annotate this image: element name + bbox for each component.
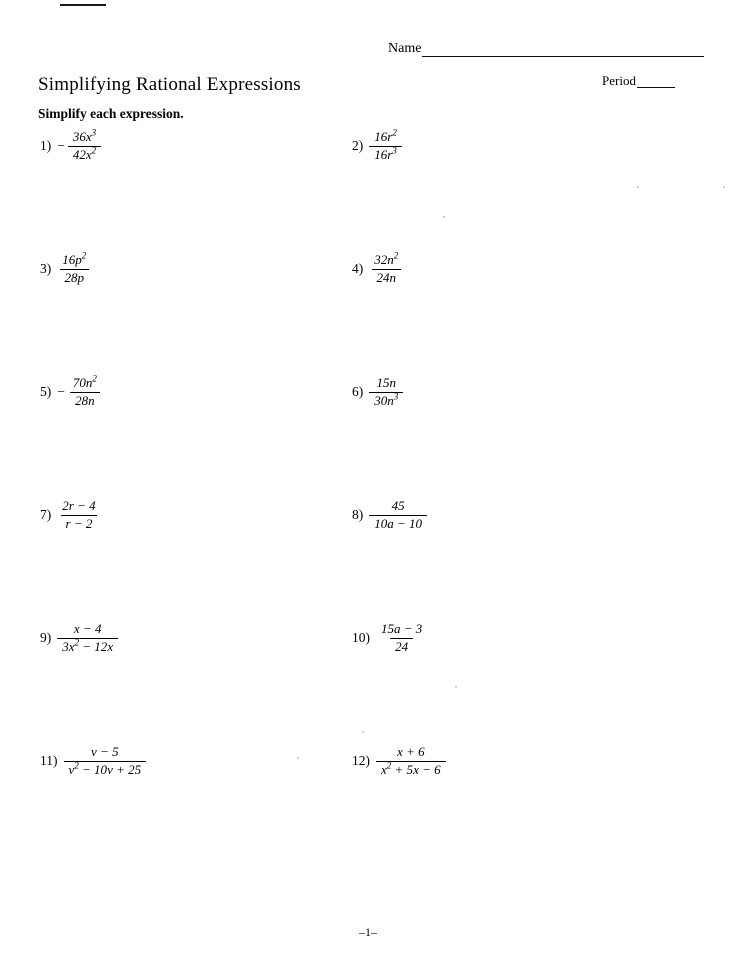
fraction-expression (57, 250, 91, 285)
problem-number: 3) (40, 261, 52, 277)
leading-minus-sign: − (57, 384, 65, 400)
fraction-numerator: 15n (376, 375, 396, 390)
leading-minus-sign: − (57, 138, 65, 154)
fraction-denominator: 28n (70, 392, 100, 409)
problem-7 (40, 499, 101, 531)
problem-10 (352, 622, 427, 654)
fraction-denominator: 24n (372, 269, 402, 286)
page-number: –1– (359, 925, 377, 939)
fraction-denominator: 10a − 10 (369, 515, 427, 532)
speck-artifact (297, 757, 299, 759)
fraction-numerator: $16p^2$ (62, 250, 87, 267)
fraction-denominator: 28p (60, 269, 90, 286)
fraction-denominator: 24 (390, 638, 413, 655)
problem-2 (352, 127, 402, 162)
fraction-numerator: v − 5 (91, 744, 119, 759)
problem-number: 8) (352, 507, 364, 523)
fraction-denominator: $3x^2 - 12x$ (57, 638, 118, 655)
problem-3 (40, 250, 91, 285)
problem-row (0, 622, 736, 745)
problem-number: 11) (40, 753, 58, 769)
fraction-expression (68, 127, 101, 162)
problem-11 (40, 745, 146, 777)
problem-number: 9) (40, 630, 52, 646)
problem-number: 2) (352, 138, 364, 154)
fraction-expression (64, 745, 147, 777)
speck-artifact (637, 186, 639, 188)
name-label: Name (388, 41, 422, 56)
problem-12 (352, 745, 446, 777)
problem-row (0, 127, 736, 253)
speck-artifact (723, 186, 725, 188)
fraction-denominator: $16r^3$ (369, 146, 402, 163)
problem-grid (0, 127, 736, 868)
fraction-expression (369, 127, 402, 162)
problem-number: 12) (352, 753, 370, 769)
period-field-row (602, 74, 675, 88)
fraction-numerator: $32n^2$ (374, 250, 399, 267)
problem-number: 4) (352, 261, 364, 277)
fraction-numerator: x + 6 (397, 744, 425, 759)
period-label: Period (602, 73, 636, 88)
fraction-expression (376, 745, 446, 777)
fraction-numerator: $16r^2$ (374, 127, 397, 144)
fraction-denominator: $30n^3$ (369, 392, 403, 409)
problem-row (0, 499, 736, 622)
name-field-row (388, 42, 704, 57)
page-title: Simplifying Rational Expressions (38, 74, 301, 95)
period-input-line[interactable] (637, 76, 675, 88)
problem-1 (40, 127, 101, 162)
fraction-expression (57, 622, 118, 654)
fraction-numerator: 45 (391, 498, 405, 513)
problem-4 (352, 250, 403, 285)
problem-8 (352, 499, 427, 531)
fraction-denominator: $v^2 - 10v + 25$ (64, 761, 147, 778)
name-input-line[interactable] (422, 44, 704, 57)
fraction-numerator: $36x^3$ (72, 127, 97, 144)
fraction-numerator: 2r − 4 (62, 498, 96, 513)
speck-artifact (455, 686, 457, 688)
problem-number: 5) (40, 384, 52, 400)
problem-number: 1) (40, 138, 52, 154)
speck-artifact (362, 731, 364, 733)
fraction-denominator: r − 2 (61, 515, 98, 532)
fraction-expression (369, 376, 403, 408)
fraction-expression (57, 499, 100, 531)
problem-number: 7) (40, 507, 52, 523)
fraction-denominator: $42x^2$ (68, 146, 101, 163)
problem-9 (40, 622, 118, 654)
instruction-text: Simplify each expression. (38, 106, 184, 121)
problem-row (0, 250, 736, 376)
fraction-denominator: $x^2 + 5x - 6$ (376, 761, 446, 778)
fraction-expression (376, 622, 427, 654)
speck-artifact (443, 216, 445, 218)
problem-6 (352, 376, 403, 408)
problem-row (0, 373, 736, 499)
problem-number: 6) (352, 384, 364, 400)
fraction-numerator: x − 4 (73, 621, 102, 636)
problem-5 (40, 373, 102, 408)
fraction-expression (369, 499, 427, 531)
problem-number: 10) (352, 630, 370, 646)
fraction-numerator: 15a − 3 (381, 621, 423, 636)
fraction-expression (68, 373, 102, 408)
fraction-expression (369, 250, 403, 285)
fraction-numerator: $70n^2$ (72, 373, 97, 390)
problem-row (0, 745, 736, 868)
